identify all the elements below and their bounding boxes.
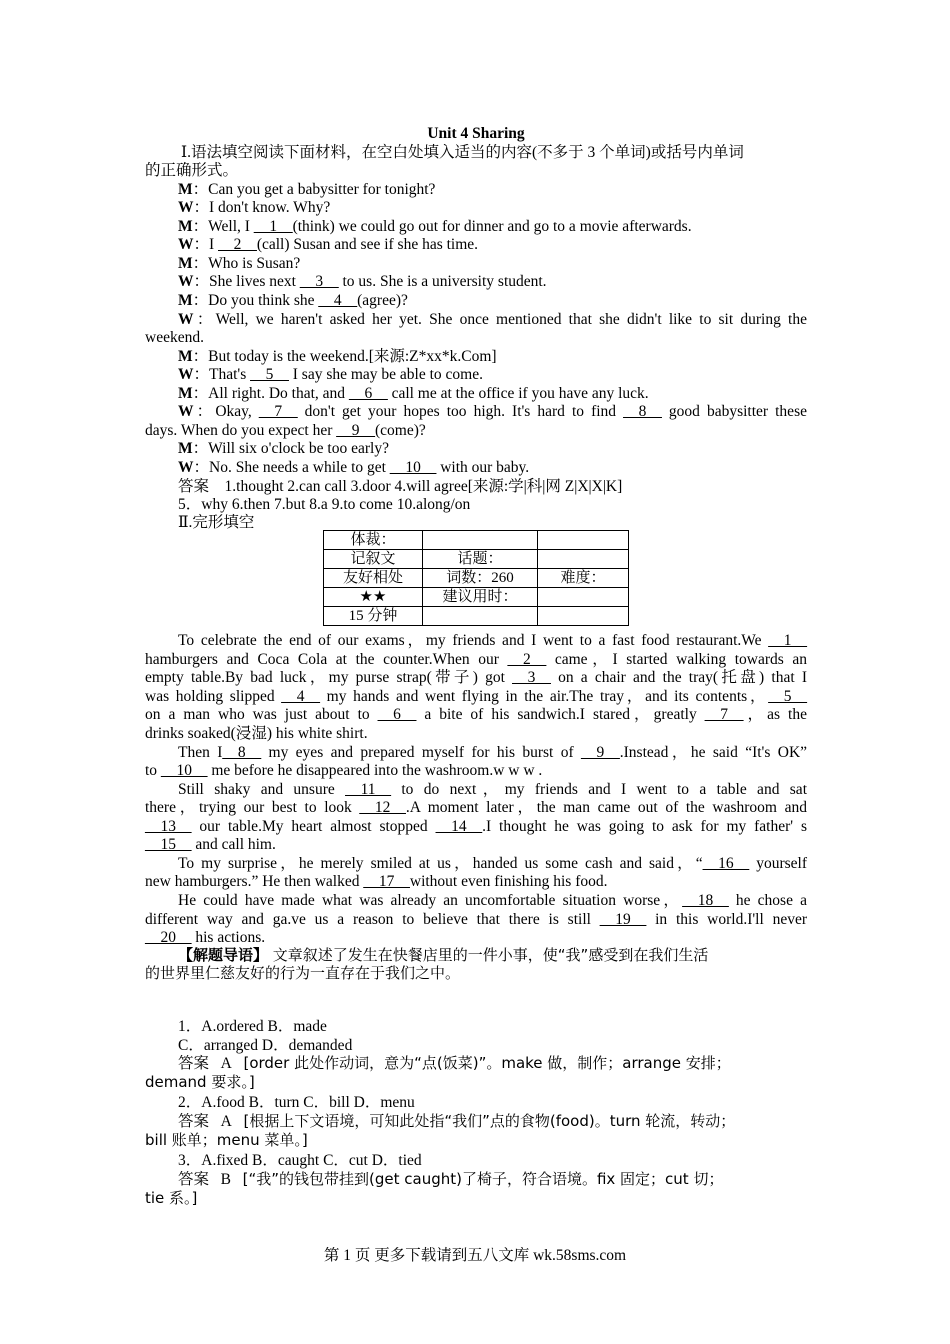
answer-label: 答案 <box>178 1113 210 1130</box>
blank: __14__ <box>435 818 483 835</box>
blank: __17__ <box>363 873 410 890</box>
dialogue-text: I don't know. Why? <box>209 199 331 216</box>
dialogue-text: (come)? <box>375 422 426 439</box>
page-title: Unit 4 Sharing <box>427 125 525 142</box>
answer-explanation <box>145 1112 807 1131</box>
table-cell: 难度： <box>538 569 629 588</box>
dialogue-text: Can you get a babysitter for tonight? <box>208 181 436 198</box>
dialogue-text: Okay, <box>215 403 259 420</box>
speaker: W <box>178 273 194 290</box>
dialogue-text: Well, I <box>208 218 254 235</box>
passage-text: empty table.By bad luck，my purse strap(带子) got <box>145 669 513 686</box>
dialogue-text: I <box>209 236 219 253</box>
guide-line: 的世界里仁慈友好的行为一直存在于我们之中。 <box>145 964 461 982</box>
passage-text: our table.My heart almost stopped <box>191 818 436 835</box>
blank: __7__ <box>258 403 298 420</box>
blank: __5__ <box>250 366 289 383</box>
table-row <box>324 588 629 607</box>
explanation-text: [“我”的钱包带挂到(get caught)了椅子，符合语境。fix 固定；cut 切； <box>242 1170 724 1188</box>
dialogue-text: with our baby. <box>436 459 530 476</box>
blank: __4__ <box>281 688 320 705</box>
table-row <box>324 531 629 550</box>
table-cell: 话题： <box>423 550 538 569</box>
table-row <box>324 550 629 569</box>
section1-heading: Ⅰ.语法填空阅读下面材料，在空白处填入适当的内容(不多于 3 个单词)或括号内单词 <box>181 144 744 161</box>
answer-letter: B <box>220 1171 231 1188</box>
passage-line <box>145 835 807 854</box>
passage-text: and call him. <box>191 836 276 853</box>
answers-line <box>145 477 807 496</box>
blank: __6__ <box>348 385 388 402</box>
blank: __8__ <box>222 744 262 761</box>
passage-text: my eyes and prepared myself for his burst of <box>261 744 582 761</box>
answers-text: 1.thought 2.can call 3.door 4.will agree[来源:学|科|网 Z|X|X|K] <box>224 478 623 495</box>
page-footer: 第 1 页 更多下载请到五八文库 wk.58sms.com <box>323 1247 627 1264</box>
table-cell: 词数：260 <box>423 569 538 588</box>
passage-text: without even finishing his food. <box>409 873 608 890</box>
passage-line <box>145 910 807 929</box>
passage-line <box>145 891 807 910</box>
blank: __8__ <box>623 403 662 420</box>
guide-label: 【解题导语】 <box>178 946 269 964</box>
table-cell <box>423 607 538 626</box>
dialogue-line: M：Do you think she __4__(agree)? <box>178 292 408 309</box>
passage-text: was holding slipped <box>145 688 282 705</box>
section1-heading-cont: 的正确形式。 <box>145 162 239 179</box>
passage-text: yourself <box>749 855 807 872</box>
passage-text: ，as the <box>743 706 807 723</box>
dialogue-line: W：She lives next __3__ to us. She is a university student. <box>178 273 547 290</box>
dialogue-line: M：But today is the weekend.[来源:Z*xx*k.Com] <box>178 348 497 365</box>
table-cell <box>538 531 629 550</box>
table-cell <box>538 607 629 626</box>
dialogue-line: M：Who is Susan? <box>178 255 301 272</box>
guide-text: 文章叙述了发生在快餐店里的一件小事，使“我”感受到在我们生活 <box>268 946 709 964</box>
speaker: M <box>178 181 193 198</box>
dialogue-line-cont <box>145 421 807 440</box>
blank: __9__ <box>581 744 620 761</box>
blank: __1__ <box>253 218 293 235</box>
dialogue-line: M：Well, I __1__(think) we could go out for dinner and go to a movie afterwards. <box>178 218 692 235</box>
table-cell: 友好相处 <box>324 569 423 588</box>
passage-text: his actions. <box>191 929 266 946</box>
dialogue-text: days. When do you expect her <box>145 422 337 439</box>
dialogue-line: W：I __2__(call) Susan and see if she has time. <box>178 236 479 253</box>
speaker: M <box>178 292 193 309</box>
answers-line: 5．why 6.then 7.but 8.a 9.to come 10.along/on <box>178 496 471 513</box>
dialogue-text: (call) Susan and see if she has time. <box>256 236 479 253</box>
blank: __5__ <box>768 688 807 705</box>
dialogue-line: W：I don't know. Why? <box>178 199 331 216</box>
blank: __19__ <box>599 911 647 928</box>
dialogue-text: No. She needs a while to get <box>209 459 390 476</box>
blank: __2__ <box>218 236 257 253</box>
passage-text: he chose a <box>728 892 807 909</box>
passage-text: in this world.I'll never <box>646 911 808 928</box>
dialogue-text: to us. She is a university student. <box>338 273 547 290</box>
answer-label: 答案 <box>178 1171 210 1188</box>
blank: __16__ <box>702 855 750 872</box>
passage-text: different way and ga.ve us a reason to believe that there is still <box>145 911 600 928</box>
blank: __3__ <box>299 273 339 290</box>
passage-text: on a man who was just about to <box>145 706 378 723</box>
blank: __2__ <box>507 651 547 668</box>
passage-text: To my surprise，he merely smiled at us，handed us some cash and said，“ <box>178 855 703 872</box>
passage-line <box>145 928 807 947</box>
table-row <box>324 569 629 588</box>
answer-explanation <box>145 1054 807 1073</box>
blank: __13__ <box>145 818 192 835</box>
passage-text: me before he disappeared into the washroom.w w w . <box>207 762 543 779</box>
dialogue-text: (agree)? <box>357 292 408 309</box>
passage-line: drinks soaked(浸湿) his white shirt. <box>145 725 368 742</box>
answer-label: 答案 <box>178 1055 210 1072</box>
table-cell <box>538 550 629 569</box>
speaker: M <box>178 385 193 402</box>
passage-line <box>145 761 807 780</box>
question-options: 1．A.ordered B．made <box>178 1018 327 1035</box>
passage-text: my hands and went flying in the air.The tray，and its contents， <box>320 688 769 705</box>
dialogue-line: W：No. She needs a while to get __10__ with our baby. <box>178 459 530 476</box>
blank: __18__ <box>682 892 729 909</box>
question-options: C．arranged D．demanded <box>178 1037 353 1054</box>
passage-text: .Instead，he said “It's OK” <box>619 744 808 761</box>
table-cell <box>538 588 629 607</box>
dialogue-text: call me at the office if you have any luck. <box>387 385 649 402</box>
dialogue-text: All right. Do that, and <box>208 385 349 402</box>
dialogue-line-cont: weekend. <box>145 329 204 346</box>
question-options: 2．A.food B．turn C．bill D．menu <box>178 1094 415 1111</box>
passage-info-table <box>323 530 629 626</box>
dialogue-text: Well, we haren't asked her yet. She once mentioned that she didn't like to sit during the <box>215 311 807 328</box>
dialogue-line: W：Well, we haren't asked her yet. She once mentioned that she didn't like to sit during the <box>178 311 807 328</box>
dialogue-text: But today is the weekend.[来源:Z*xx*k.Com] <box>208 348 497 365</box>
dialogue-text: That's <box>209 366 251 383</box>
speaker: W <box>178 403 194 420</box>
blank: __4__ <box>318 292 358 309</box>
blank: __9__ <box>336 422 376 439</box>
dialogue-line: M：All right. Do that, and __6__ call me at the office if you have any luck. <box>178 385 649 402</box>
passage-text: To celebrate the end of our exams，my friends and I went to a fast food restaurant.We <box>178 632 769 649</box>
passage-text: Still shaky and unsure <box>178 781 346 798</box>
speaker: W <box>178 366 194 383</box>
dialogue-line: W：That's __5__ I say she may be able to come. <box>178 366 483 383</box>
passage-text: .A moment later，the man came out of the washroom and <box>405 799 807 816</box>
speaker: W <box>178 311 194 328</box>
blank: __10__ <box>160 762 208 779</box>
explanation-text: [根据上下文语境，可知此处指“我们”点的食物(food)。turn 轮流，转动； <box>243 1112 736 1130</box>
table-cell: ★★ <box>324 588 423 607</box>
passage-text: new hamburgers.” He then walked <box>145 873 364 890</box>
passage-line <box>145 854 807 873</box>
passage-line <box>145 650 807 669</box>
explanation-text: bill 账单；menu 菜单。] <box>145 1131 308 1149</box>
dialogue-text: Will six o'clock be too early? <box>208 440 389 457</box>
blank: __1__ <box>768 632 807 649</box>
passage-line <box>145 743 807 762</box>
question-options: 3．A.fixed B．caught C．cut D．tied <box>178 1152 422 1169</box>
blank: __15__ <box>145 836 192 853</box>
blank: __6__ <box>377 706 417 723</box>
dialogue-text: Who is Susan? <box>208 255 301 272</box>
passage-text: came，I started walking towards an <box>546 651 807 668</box>
passage-text: to <box>145 762 161 779</box>
passage-text: hamburgers and Coca Cola at the counter.When our <box>145 651 508 668</box>
passage-line <box>145 687 807 706</box>
passage-text: Then I <box>178 744 223 761</box>
dialogue-text: I say she may be able to come. <box>288 366 483 383</box>
speaker: W <box>178 459 194 476</box>
table-cell: 体裁： <box>324 531 423 550</box>
answer-letter: A <box>220 1055 232 1072</box>
answer-label: 答案 <box>178 478 210 495</box>
passage-line <box>145 872 807 891</box>
passage-text: He could have made what was already an uncomfortable situation worse， <box>178 892 683 909</box>
passage-line <box>145 817 807 836</box>
passage-line <box>145 798 807 817</box>
passage-text: to do next，my friends and I went to a table and sat <box>391 781 807 798</box>
table-cell <box>423 531 538 550</box>
speaker: W <box>178 236 194 253</box>
dialogue-line: W：Okay, __7__ don't get your hopes too high. It's hard to find __8__ good babysitter these <box>178 403 807 420</box>
blank: __10__ <box>389 459 437 476</box>
table-cell: 记叙文 <box>324 550 423 569</box>
passage-line <box>145 780 807 799</box>
passage-line <box>145 668 807 687</box>
dialogue-line: M：Can you get a babysitter for tonight? <box>178 181 436 198</box>
table-cell: 15 分钟 <box>324 607 423 626</box>
explanation-text: [order 此处作动词，意为“点(饭菜)”。make 做，制作；arrange 安排； <box>243 1054 731 1072</box>
blank: __3__ <box>512 669 551 686</box>
dialogue-text: (think) we could go out for dinner and go to a movie afterwards. <box>292 218 692 235</box>
passage-text: .I thought he was going to ask for my father' s <box>482 818 807 835</box>
explanation-text: tie 系。] <box>145 1189 198 1207</box>
dialogue-text: She lives next <box>209 273 300 290</box>
passage-text: there，trying our best to look <box>145 799 360 816</box>
dialogue-line: M：Will six o'clock be too early? <box>178 440 389 457</box>
explanation-text: demand 要求。] <box>145 1073 255 1091</box>
answer-letter: A <box>220 1113 232 1130</box>
table-cell: 建议用时： <box>423 588 538 607</box>
blank: __7__ <box>704 706 744 723</box>
speaker: M <box>178 255 193 272</box>
blank: __20__ <box>145 929 192 946</box>
passage-line <box>145 705 807 724</box>
section2-heading: Ⅱ.完形填空 <box>178 514 255 531</box>
blank: __11__ <box>345 781 392 798</box>
dialogue-text: Do you think she <box>208 292 319 309</box>
dialogue-text: don't get your hopes too high. It's hard to find <box>297 403 624 420</box>
table-row <box>324 607 629 626</box>
speaker: W <box>178 199 194 216</box>
passage-text: a bite of his sandwich.I stared，greatly <box>416 706 705 723</box>
speaker: M <box>178 440 193 457</box>
blank: __12__ <box>359 799 406 816</box>
speaker: M <box>178 348 193 365</box>
passage-line <box>145 631 807 650</box>
speaker: M <box>178 218 193 235</box>
dialogue-text: good babysitter these <box>661 403 807 420</box>
answer-explanation <box>145 1170 807 1189</box>
guide-line <box>145 946 807 965</box>
passage-text: on a chair and the tray(托盘) that I <box>550 669 807 686</box>
